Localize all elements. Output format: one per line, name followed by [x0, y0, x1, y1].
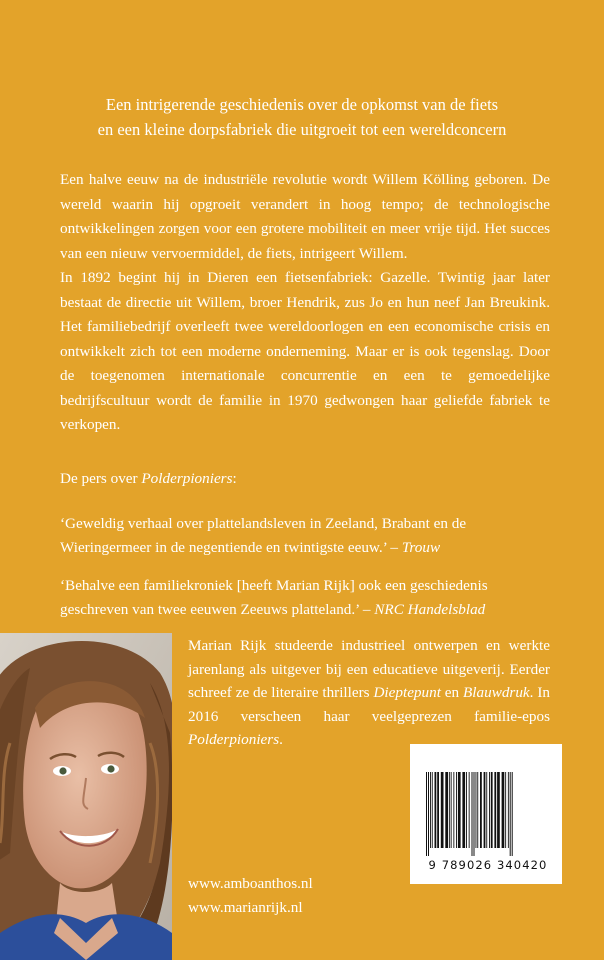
barcode-bar: [441, 772, 444, 848]
barcode-bar: [476, 772, 477, 848]
press-heading-text: De pers over: [60, 470, 142, 487]
press-quote-source: NRC Handelsblad: [374, 601, 486, 618]
bio-text: . In 2016 verscheen haar veelgeprezen familie-epos: [188, 684, 550, 725]
barcode-bar: [432, 772, 433, 848]
barcode-bar: [437, 772, 439, 848]
bio-text: Marian Rijk studeerde industrieel ontwerpen en werkte jarenlang als uitgever bij een educatieve uitgeverij. Eerder schreef ze de literaire thrillers: [188, 637, 550, 701]
author-portrait-illustration: [0, 633, 172, 960]
blurb: [60, 168, 550, 438]
barcode-bars: [424, 772, 548, 856]
barcode-bar: [449, 772, 450, 848]
author-website[interactable]: www.marianrijk.nl: [188, 899, 303, 916]
barcode-bar: [451, 772, 452, 848]
barcode-bar: [497, 772, 500, 848]
bio-book-title: Polderpioniers: [188, 731, 280, 748]
isbn-barcode: [410, 744, 562, 884]
bio-book-title: Dieptepunt: [373, 684, 441, 701]
barcode-bar: [494, 772, 496, 848]
press-book-title: Polderpioniers: [141, 470, 233, 487]
author-bio: [188, 634, 550, 752]
barcode-bar: [428, 772, 429, 856]
barcode-bar: [474, 772, 475, 856]
barcode-bar: [508, 772, 509, 848]
barcode-bar: [458, 772, 461, 848]
blurb-paragraph-2: In 1892 begint hij in Dieren een fietsenfabriek: Gazelle. Twintig jaar later bestaat de directie uit Willem, broer Hendrik, zus Jo en hun neef Jan Breukink. Het familiebedrijf overleeft twee wereldoorlogen en een economische crisis en ontwikkelt zich tot een moderne onderneming. Maar er is ook tegenslag. Door de toegenomen internationale concurrentie en een te gemoedelijke bedrijfscultuur wordt de familie in 1970 gedwongen haar geliefde fabriek te verkopen.: [60, 269, 550, 433]
press-quote-text: ‘Geweldig verhaal over plattelandsleven in Zeeland, Brabant en de Wieringermeer in de negentiende en twintigste eeuw.’ –: [60, 515, 467, 556]
barcode-bar: [469, 772, 470, 848]
isbn-number: 9 789026 340420: [428, 858, 548, 872]
press-heading-colon: :: [232, 470, 237, 487]
barcode-bar: [484, 772, 486, 848]
barcode-bar: [512, 772, 513, 856]
barcode-bar: [466, 772, 467, 848]
barcode-bar: [462, 772, 465, 848]
barcode-bar: [486, 772, 487, 848]
barcode-bar: [453, 772, 454, 848]
barcode-bar: [472, 772, 473, 856]
press-quote-source: Trouw: [401, 539, 441, 556]
barcode-bar: [430, 772, 431, 848]
barcode-bar: [426, 772, 427, 856]
bio-book-title: Blauwdruk: [463, 684, 530, 701]
barcode-bar: [445, 772, 448, 848]
barcode-bar: [477, 772, 478, 848]
blurb-paragraph-1: Een halve eeuw na de industriële revolutie wordt Willem Kölling geboren. De wereld waarin hij opgroeit verandert in hoog tempo; de technologische ontwikkelingen zorgen voor een grotere mobiliteit en meer vrije tijd. Het succes van een nieuw vervoermiddel, de fiets, intrigeert Willem.: [60, 171, 550, 262]
press-quote: [60, 574, 550, 622]
press-quote-text: ‘Behalve een familiekroniek [heeft Marian Rijk] ook een geschiedenis geschreven van twee eeuwen Zeeuws platteland.’ –: [60, 577, 488, 618]
bio-text: .: [279, 731, 283, 748]
press-heading: [60, 467, 550, 491]
barcode-bar: [505, 772, 506, 848]
barcode-bar: [489, 772, 490, 848]
website-links: [188, 872, 313, 920]
tagline-line-2: en een kleine dorpsfabriek die uitgroeit tot een wereldconcern: [97, 120, 507, 139]
barcode-bar: [510, 772, 511, 856]
barcode-bar: [491, 772, 493, 848]
barcode-bar: [435, 772, 437, 848]
barcode-bar: [502, 772, 505, 848]
publisher-website[interactable]: www.amboanthos.nl: [188, 875, 313, 892]
author-photo: [0, 633, 172, 960]
press-quote: [60, 512, 550, 560]
bio-text: en: [440, 684, 464, 701]
tagline: [40, 92, 564, 142]
barcode-bar: [480, 772, 482, 848]
tagline-line-1: Een intrigerende geschiedenis over de opkomst van de fiets: [105, 95, 499, 114]
barcode-bar: [456, 772, 457, 848]
